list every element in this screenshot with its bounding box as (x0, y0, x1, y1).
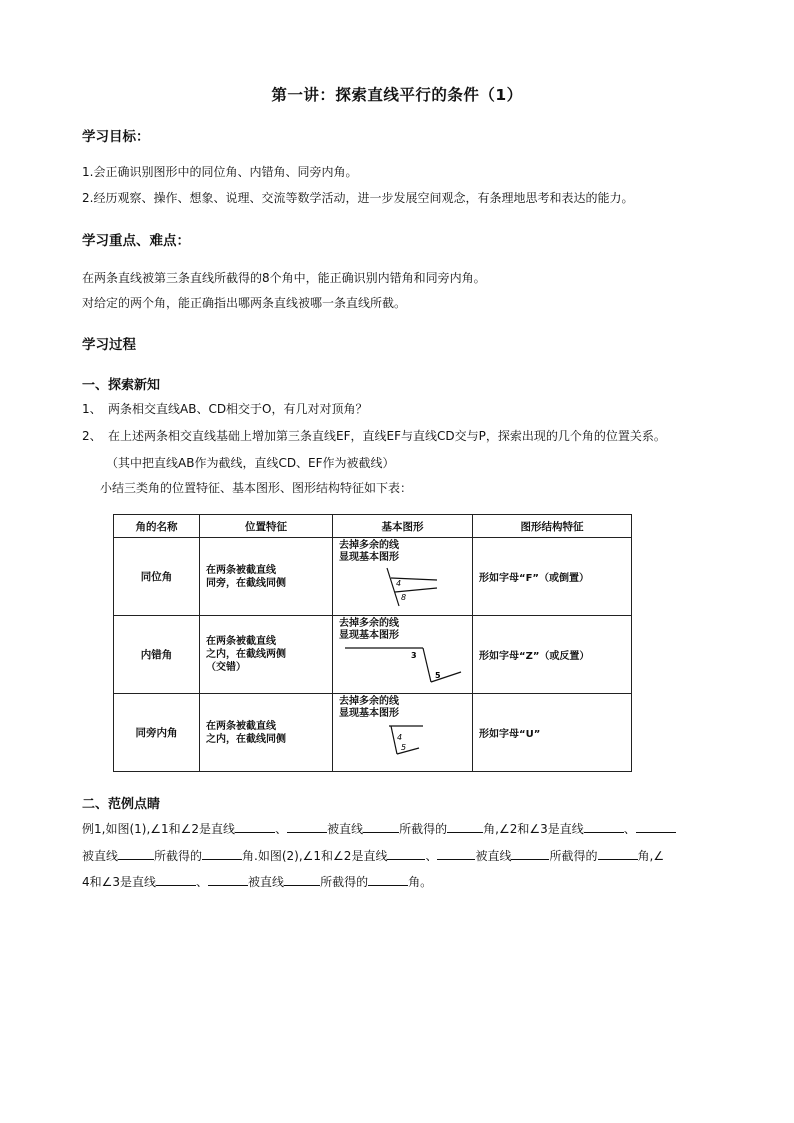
answer-blank[interactable] (368, 873, 408, 886)
goal-item-1: 1.会正确识别图形中的同位角、内错角、同旁内角。 (82, 165, 358, 179)
header-angle-name: 角的名称 (114, 515, 200, 538)
focus-heading: 学习重点、难点： (82, 233, 190, 249)
figure-caption-line: 去掉多余的线 (339, 696, 399, 707)
figure-caption (339, 540, 466, 564)
figure-caption-line: 显现基本图形 (339, 630, 399, 641)
example-text: 被直线 (475, 848, 512, 863)
example-text: 角.如图(2),∠1和∠2是直线 (242, 848, 388, 863)
example-text: 所截得的 (399, 822, 448, 836)
position-line: 在两条被截直线 (206, 564, 276, 576)
answer-blank[interactable] (511, 847, 549, 860)
position-line: （交错） (206, 662, 246, 673)
answer-blank[interactable] (387, 847, 425, 860)
basic-figure-cell (333, 538, 473, 616)
position-cell (200, 694, 333, 772)
question-1-text: 两条相交直线AB、CD相交于O，有几对对顶角？ (108, 402, 368, 416)
figure-caption (339, 696, 466, 720)
basic-figure-cell (333, 694, 473, 772)
example-text: 角, (483, 822, 499, 836)
angle-label-5: 5 (401, 743, 407, 752)
angle-summary-table (113, 514, 632, 772)
example-text: ∠2和∠3是直线 (498, 822, 584, 836)
explore-heading: 一、探索新知 (82, 378, 161, 393)
example-text: 被直线 (82, 848, 119, 863)
summary-text: 小结三类角的位置特征、基本图形、图形结构特征如下表： (100, 481, 413, 495)
example-text: 所截得的 (320, 875, 369, 889)
example-text: 、 (623, 822, 636, 836)
answer-blank[interactable] (235, 820, 275, 833)
example-text: 角,∠ (637, 848, 665, 863)
angle-name-cell: 同位角 (114, 538, 200, 616)
angle-name-cell: 同旁内角 (114, 694, 200, 772)
co-interior-angles-figure (339, 720, 459, 764)
question-1 (82, 400, 368, 417)
question-2-note: （其中把直线AB作为截线，直线CD、EF作为被截线） (106, 456, 395, 470)
angle-label-5: 5 (435, 671, 441, 680)
position-line: 之内，在截线同侧 (206, 733, 286, 745)
example-text: 4和∠3是直线 (82, 875, 157, 889)
answer-blank[interactable] (636, 820, 676, 833)
question-2-text: 在上述两条相交直线基础上增加第三条直线EF，直线EF与直线CD交与P，探索出现的几个角的位置关系。 (108, 429, 666, 443)
table-row (114, 694, 632, 772)
example-1 (82, 816, 732, 896)
figure-caption-line: 显现基本图形 (339, 708, 399, 719)
answer-blank[interactable] (287, 820, 327, 833)
example-text: 、 (275, 822, 288, 836)
table-row (114, 616, 632, 694)
position-line: 之内，在截线两侧 (206, 649, 286, 660)
angle-label-8: 8 (401, 593, 407, 602)
position-cell (200, 538, 333, 616)
answer-blank[interactable] (584, 820, 624, 833)
header-structure: 图形结构特征 (473, 515, 632, 538)
example-text: 、 (196, 875, 209, 889)
examples-heading: 二、范例点睛 (82, 797, 161, 812)
example-text: 被直线 (248, 875, 285, 889)
table-row (114, 538, 632, 616)
basic-figure-cell (333, 616, 473, 694)
figure-caption-line: 去掉多余的线 (339, 618, 399, 629)
angle-name-cell: 内错角 (114, 616, 200, 694)
answer-blank[interactable] (156, 873, 196, 886)
angle-label-4: 4 (397, 733, 403, 742)
process-heading: 学习过程 (82, 337, 136, 353)
figure-caption-line: 显现基本图形 (339, 552, 399, 563)
answer-blank[interactable] (598, 847, 638, 860)
example-text: 例1,如图(1),∠1和∠2是直线 (82, 822, 236, 836)
example-text: 、 (425, 848, 438, 863)
angle-label-3: 3 (411, 651, 417, 660)
answer-blank[interactable] (202, 847, 242, 860)
position-line: 同旁，在截线同侧 (206, 577, 286, 589)
answer-blank[interactable] (208, 873, 248, 886)
structure-cell: 形如字母“U” (473, 694, 632, 772)
header-basic-figure: 基本图形 (333, 515, 473, 538)
example-text: 角。 (408, 875, 433, 889)
answer-blank[interactable] (437, 847, 475, 860)
question-2 (82, 427, 666, 444)
angle-label-4: 4 (396, 579, 402, 588)
figure-caption-line: 去掉多余的线 (339, 540, 399, 551)
alternate-angles-figure (339, 642, 469, 688)
answer-blank[interactable] (447, 820, 483, 833)
structure-cell: 形如字母“F”（或倒置） (473, 538, 632, 616)
focus-item-1: 在两条直线被第三条直线所截得的8个角中，能正确识别内错角和同旁内角。 (82, 271, 486, 285)
structure-cell: 形如字母“Z”（或反置） (473, 616, 632, 694)
question-1-number: 1、 (82, 402, 102, 416)
goals-heading: 学习目标： (82, 129, 150, 145)
table-header-row (114, 515, 632, 538)
figure-caption (339, 618, 466, 642)
goal-item-2: 2.经历观察、操作、想象、说理、交流等数学活动，进一步发展空间观念，有条理地思考和表达的能力。 (82, 191, 634, 205)
example-text: 被直线 (327, 822, 364, 836)
position-line: 在两条被截直线 (206, 636, 276, 647)
example-text: 所截得的 (549, 848, 598, 863)
corresponding-angles-figure (339, 564, 459, 608)
position-line: 在两条被截直线 (206, 720, 276, 732)
focus-item-2: 对给定的两个角，能正确指出哪两条直线被哪一条直线所截。 (82, 296, 407, 310)
answer-blank[interactable] (118, 847, 154, 860)
header-position: 位置特征 (200, 515, 333, 538)
answer-blank[interactable] (363, 820, 399, 833)
position-cell (200, 616, 333, 694)
answer-blank[interactable] (284, 873, 320, 886)
question-2-number: 2、 (82, 429, 102, 443)
example-text: 所截得的 (154, 848, 203, 863)
page-title: 第一讲：探索直线平行的条件（1） (271, 86, 523, 104)
